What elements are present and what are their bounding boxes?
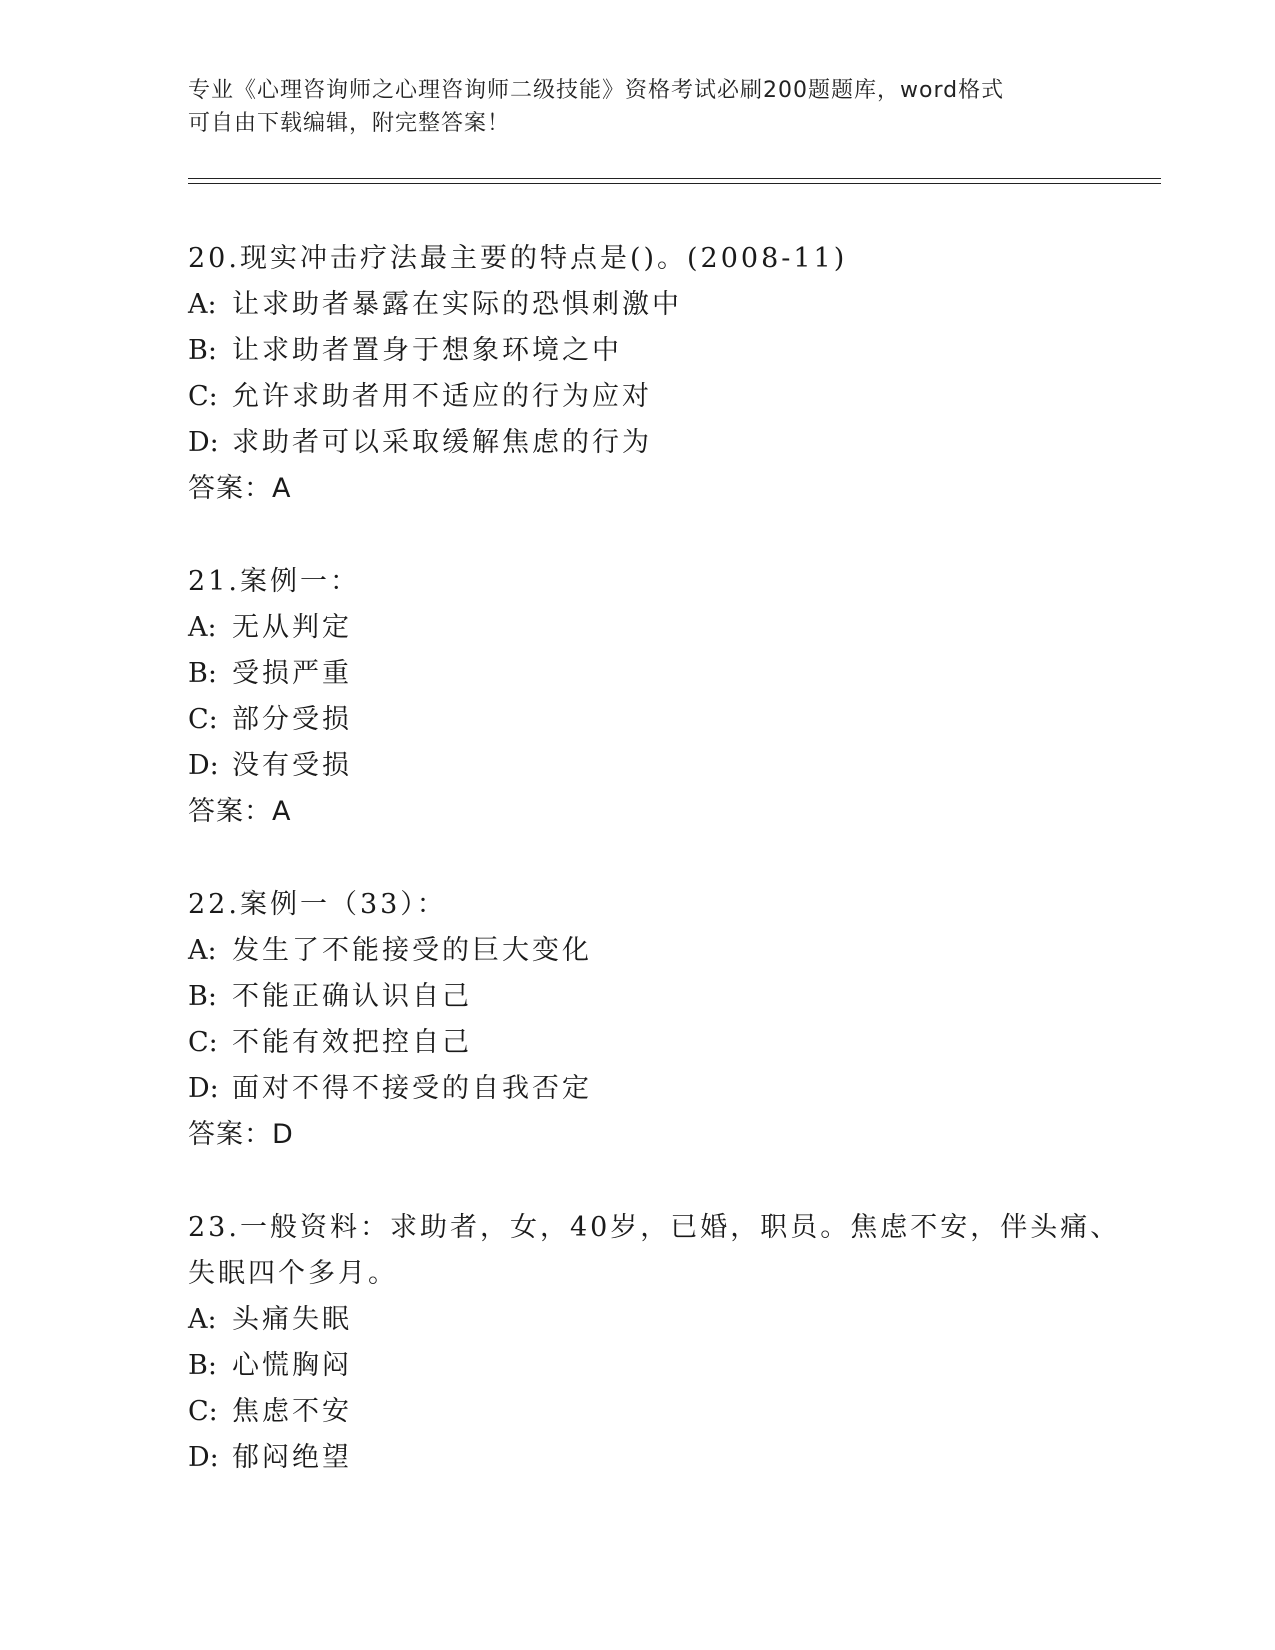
option-text: 允许求助者用不适应的行为应对 (232, 381, 652, 412)
option-c (188, 1020, 1168, 1066)
option-letter: A: (188, 612, 217, 643)
option-letter: A: (188, 1304, 217, 1335)
option-text: 让求助者置身于想象环境之中 (232, 335, 622, 366)
question-stem: 21.案例一： (188, 566, 360, 597)
option-text: 发生了不能接受的巨大变化 (232, 935, 592, 966)
option-c (188, 697, 1168, 743)
question-stem-line-1: 23.一般资料：求助者，女，40岁，已婚，职员。焦虑不安，伴头痛、 (188, 1212, 1121, 1243)
question-stem-line-2: 失眠四个多月。 (188, 1258, 398, 1289)
option-letter: D: (188, 1442, 219, 1473)
question-stem: 20.现实冲击疗法最主要的特点是()。(2008-11) (188, 243, 848, 274)
option-letter: B: (188, 658, 217, 689)
question-stem: 22.案例一（33）： (188, 889, 447, 920)
question-23 (188, 1205, 1168, 1481)
option-letter: C: (188, 1396, 218, 1427)
option-a (188, 1297, 1168, 1343)
option-b (188, 651, 1168, 697)
option-letter: A: (188, 935, 217, 966)
option-text: 没有受损 (232, 750, 352, 781)
option-a (188, 605, 1168, 651)
option-b (188, 974, 1168, 1020)
option-text: 部分受损 (232, 704, 352, 735)
option-letter: A: (188, 289, 217, 320)
question-20 (188, 236, 1168, 512)
option-a (188, 928, 1168, 974)
option-letter: B: (188, 981, 217, 1012)
option-letter: D: (188, 1073, 219, 1104)
option-a (188, 282, 1168, 328)
header-line-2: 可自由下载编辑，附完整答案！ (188, 111, 511, 136)
option-text: 不能正确认识自己 (232, 981, 472, 1012)
answer-line: 答案：D (188, 1119, 294, 1150)
option-d (188, 1066, 1168, 1112)
answer-line: 答案：A (188, 796, 292, 827)
header-line-1: 专业《心理咨询师之心理咨询师二级技能》资格考试必刷200题题库，word格式 (188, 78, 1005, 103)
answer-line: 答案：A (188, 473, 292, 504)
option-letter: B: (188, 1350, 217, 1381)
option-text: 受损严重 (232, 658, 352, 689)
option-b (188, 328, 1168, 374)
option-d (188, 1435, 1168, 1481)
question-21 (188, 559, 1168, 835)
option-letter: C: (188, 381, 218, 412)
option-c (188, 374, 1168, 420)
option-text: 面对不得不接受的自我否定 (232, 1073, 592, 1104)
question-list (188, 236, 1168, 1528)
option-text: 郁闷绝望 (232, 1442, 352, 1473)
question-22 (188, 882, 1168, 1158)
option-text: 心慌胸闷 (232, 1350, 352, 1381)
option-text: 头痛失眠 (232, 1304, 352, 1335)
option-letter: C: (188, 704, 218, 735)
option-letter: C: (188, 1027, 218, 1058)
option-letter: D: (188, 427, 219, 458)
option-d (188, 420, 1168, 466)
option-text: 无从判定 (232, 612, 352, 643)
header-rule-bottom (188, 183, 1161, 184)
option-letter: B: (188, 335, 217, 366)
option-d (188, 743, 1168, 789)
option-text: 焦虑不安 (232, 1396, 352, 1427)
option-b (188, 1343, 1168, 1389)
header-rule-top (188, 178, 1161, 179)
document-header (188, 74, 1088, 140)
option-text: 求助者可以采取缓解焦虑的行为 (232, 427, 652, 458)
option-text: 不能有效把控自己 (232, 1027, 472, 1058)
option-text: 让求助者暴露在实际的恐惧刺激中 (232, 289, 682, 320)
option-c (188, 1389, 1168, 1435)
option-letter: D: (188, 750, 219, 781)
